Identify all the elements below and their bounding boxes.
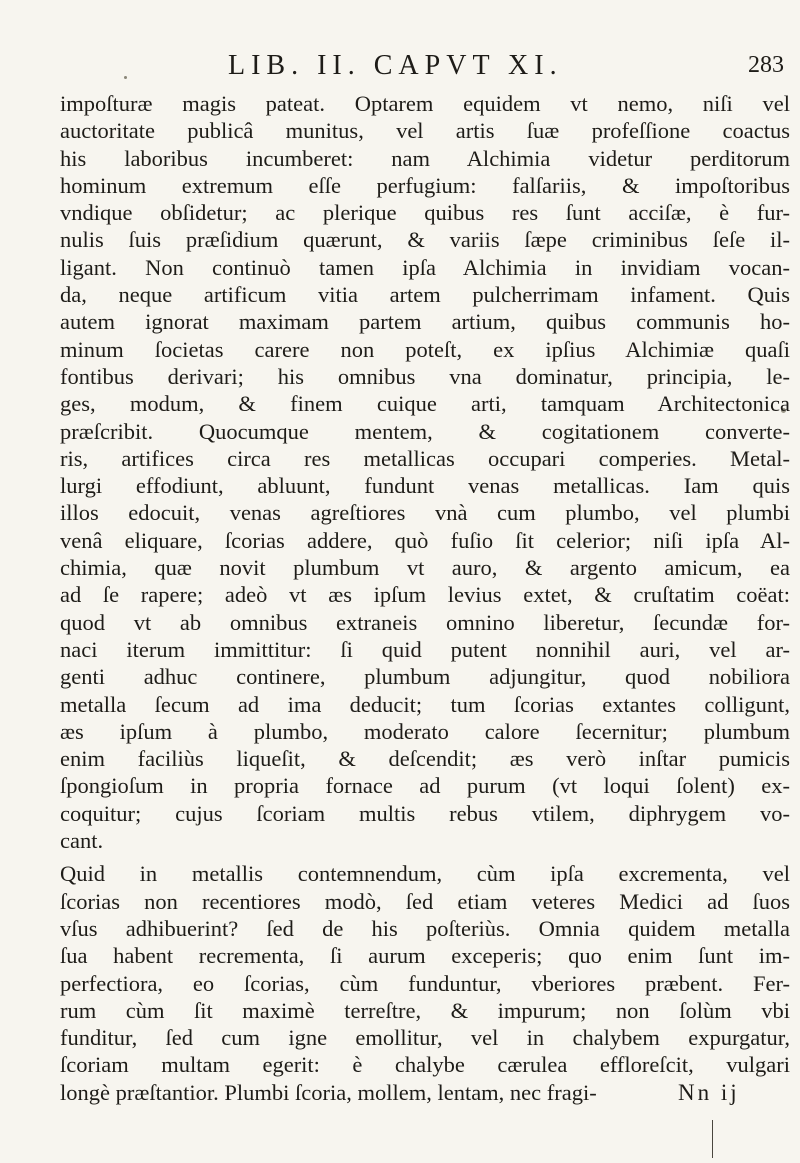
text-line: lurgi effodiunt, abluunt, fundunt venas metallicas. Iam quis bbox=[60, 473, 790, 499]
paragraph-1 bbox=[60, 90, 790, 854]
text-line: enim faciliùs liqueſit, & deſcendit; æs verò inſtar pumicis bbox=[60, 746, 790, 772]
text-line: ſua habent recrementa, ſi aurum exceperis; quo enim ſunt im- bbox=[60, 943, 790, 969]
text-line: ges, modum, & finem cuique arti, tamquam Architectonica bbox=[60, 391, 790, 417]
text-line: perfectiora, eo ſcorias, cùm funduntur, vberiores præbent. Fer- bbox=[60, 970, 790, 996]
text-line: ad ſe rapere; adeò vt æs ipſum levius extet, & cruſtatim coëat: bbox=[60, 582, 790, 608]
text-line: longè præſtantior. Plumbi ſcoria, mollem, lentam, nec fragi- bbox=[60, 1079, 597, 1105]
running-head: LIB. II. CAPVT XI. bbox=[228, 50, 563, 81]
ink-speck bbox=[124, 76, 127, 79]
text-line: his laboribus incumberet: nam Alchimia videtur perditorum bbox=[60, 145, 790, 171]
body-text bbox=[60, 90, 790, 1106]
text-line: ſcorias non recentiores modò, ſed etiam veteres Medici ad ſuos bbox=[60, 888, 790, 914]
text-line: quod vt ab omnibus extraneis omnino liberetur, ſecundæ for- bbox=[60, 609, 790, 635]
text-line: chimia, quæ novit plumbum vt auro, & argento amicum, ea bbox=[60, 555, 790, 581]
text-line: genti adhuc continere, plumbum adjungitur, quod nobiliora bbox=[60, 664, 790, 690]
text-line: illos edocuit, venas agreſtiores vnà cum plumbo, vel plumbi bbox=[60, 500, 790, 526]
text-line: da, neque artificum vitia artem pulcherrimam infament. Quis bbox=[60, 282, 790, 308]
text-line: æs ipſum à plumbo, moderato calore ſecernitur; plumbum bbox=[60, 718, 790, 744]
text-line: venâ eliquare, ſcorias addere, quò fuſio ſit celerior; niſi ipſa Al- bbox=[60, 527, 790, 553]
text-line: vndique obſidetur; ac plerique quibus res ſunt acciſæ, è fur- bbox=[60, 200, 790, 226]
text-line: cant. bbox=[60, 828, 104, 854]
text-line: metalla ſecum ad ima deducit; tum ſcorias extantes colligunt, bbox=[60, 691, 790, 717]
text-line: fontibus derivari; his omnibus vna dominatur, principia, le- bbox=[60, 363, 790, 389]
text-line: ligant. Non continuò tamen ipſa Alchimia in invidiam vocan- bbox=[60, 254, 790, 280]
text-line: impoſturæ magis pateat. Optarem equidem vt nemo, niſi vel bbox=[60, 91, 790, 116]
text-line: Quid in metallis contemnendum, cùm ipſa excrementa, vel bbox=[60, 861, 790, 887]
text-line: funditur, ſed cum igne emollitur, vel in chalybem expurgatur, bbox=[60, 1025, 790, 1051]
text-line: nulis ſuis præſidium quærunt, & variis ſæpe criminibus ſeſe il- bbox=[60, 227, 790, 253]
text-line: præſcribit. Quocumque mentem, & cogitationem converte- bbox=[60, 418, 790, 444]
text-line: ris, artifices circa res metallicas occupari comperies. Metal- bbox=[60, 445, 790, 471]
text-line: autem ignorat maximam partem artium, quibus communis ho- bbox=[60, 309, 790, 335]
text-line: vſus adhibuerint? ſed de his poſteriùs. Omnia quidem metalla bbox=[60, 915, 790, 941]
text-line: rum cùm ſit maximè terreſtre, & impurum; non ſolùm vbi bbox=[60, 997, 790, 1023]
text-line: auctoritate publicâ munitus, vel artis ſuæ profeſſione coactus bbox=[60, 118, 790, 144]
text-line: coquitur; cujus ſcoriam multis rebus vtilem, diphrygem vo- bbox=[60, 800, 790, 826]
text-line: ſcoriam multam egerit: è chalybe cærulea effloreſcit, vulgari bbox=[60, 1052, 790, 1078]
text-line: hominum extremum eſſe perfugium: falſariis, & impoſtoribus bbox=[60, 172, 790, 198]
text-line: naci iterum immittitur: ſi quid putent nonnihil auri, vel ar- bbox=[60, 636, 790, 662]
text-line: ſpongioſum in propria fornace ad purum (vt loqui ſolent) ex- bbox=[60, 773, 790, 799]
page-number: 283 bbox=[748, 52, 784, 78]
paragraph-2 bbox=[60, 860, 790, 1106]
signature-mark: Nn ij bbox=[678, 1080, 740, 1105]
text-line: minum ſocietas carere non poteſt, ex ipſius Alchimiæ quaſi bbox=[60, 336, 790, 362]
catchword-stub bbox=[712, 1120, 713, 1158]
